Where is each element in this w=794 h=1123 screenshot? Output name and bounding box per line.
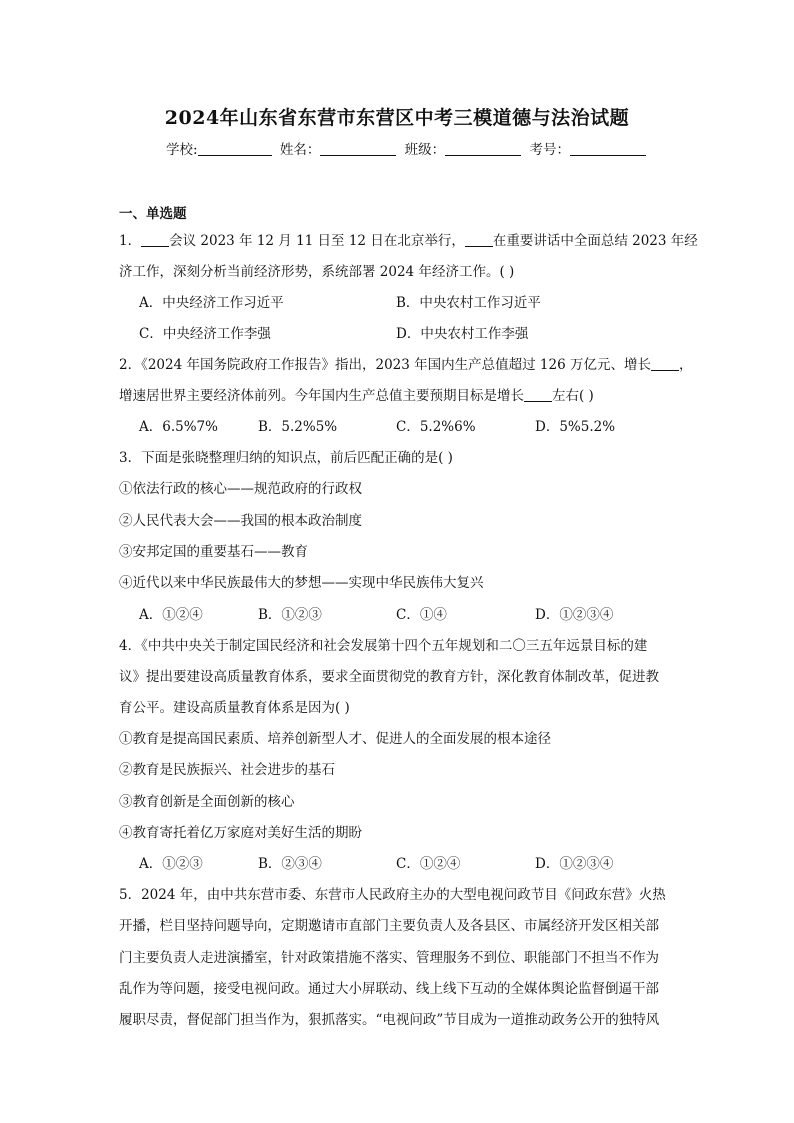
q1-option-a[interactable]: A．中央经济工作习近平: [139, 295, 284, 311]
q2-option-a[interactable]: A．6.5%7%: [139, 419, 218, 435]
section-heading: 一、单选题: [119, 206, 187, 222]
q2-blank-1: [651, 356, 679, 371]
q2-option-c[interactable]: C．5.2%6%: [396, 419, 476, 435]
q3-statement-2: ②人民代表大会——我国的根本政治制度: [119, 513, 362, 529]
q1-option-b[interactable]: B．中央农村工作习近平: [396, 295, 541, 311]
q3-option-d[interactable]: D．①②③④: [535, 607, 614, 623]
q4-statement-1: ①教育是提高国民素质、培养创新型人才、促进人的全面发展的根本途径: [119, 731, 551, 747]
page-title: 2024年山东省东营市东营区中考三模道德与法治试题: [164, 107, 630, 129]
q5-line-1: 5．2024 年，由中共东营市委、东营市人民政府主办的大型电视问政节目《问政东营》火热: [119, 887, 666, 903]
q2-option-b[interactable]: B．5.2%5%: [258, 419, 338, 435]
q3-statement-3: ③安邦定国的重要基石——教育: [119, 544, 308, 560]
q3-option-b[interactable]: B．①②③: [258, 607, 322, 623]
q1-text-1: 会议 2023 年 12 月 11 日至 12 日在北京举行，: [169, 233, 465, 249]
q3-statement-4: ④近代以来中华民族最伟大的梦想——实现中华民族伟大复兴: [119, 575, 484, 591]
q4-option-c[interactable]: C．①②④: [396, 856, 461, 872]
q4-option-b[interactable]: B．②③④: [258, 856, 322, 872]
q2-line-1: [119, 353, 692, 373]
q4-statement-2: ②教育是民族振兴、社会进步的基石: [119, 762, 335, 778]
q2-option-d[interactable]: D．5%5.2%: [535, 419, 616, 435]
q2-text-1: 2．《2024 年国务院政府工作报告》指出，2023 年国内生产总值超过 126 万亿元、增长: [119, 357, 651, 373]
q3-stem: 3．下面是张晓整理归纳的知识点，前后匹配正确的是( ): [119, 450, 453, 466]
q1-option-d[interactable]: D．中央农村工作李强: [396, 326, 529, 342]
name-label: 姓名：: [279, 142, 321, 158]
exam-no-label: 考号：: [529, 142, 570, 158]
exam-no-blank[interactable]: [570, 141, 646, 156]
q5-line-4: 乱作为等问题，接受电视问政。通过大小屏联动、线上线下互动的全媒体舆论监督倒逼干部: [119, 981, 659, 997]
q3-option-c[interactable]: C．①④: [396, 607, 447, 623]
q1-line-1: [119, 229, 698, 249]
class-label: 班级：: [404, 142, 446, 158]
name-blank[interactable]: [320, 141, 396, 156]
q5-line-2: 开播，栏目坚持问题导向，定期邀请市直部门主要负责人及各县区、市属经济开发区相关部: [119, 918, 659, 934]
q1-line-2: 济工作，深刻分析当前经济形势，系统部署 2024 年经济工作。( ): [119, 264, 515, 280]
q2-text-2: ，: [678, 357, 693, 373]
q3-option-a[interactable]: A．①②④: [139, 607, 203, 623]
school-label: 学校:: [166, 142, 198, 158]
q1-text-2: 在重要讲话中全面总结 2023 年经: [492, 233, 698, 249]
q4-option-a[interactable]: A．①②③: [139, 856, 203, 872]
q1-number: 1．: [119, 233, 142, 249]
q2-blank-2: [524, 387, 552, 402]
q2-text-4: 左右( ): [552, 388, 594, 404]
q4-line-1: 4．《中共中央关于制定国民经济和社会发展第十四个五年规划和二〇三五年远景目标的建: [119, 638, 648, 654]
student-info-line: [166, 138, 650, 158]
q4-option-d[interactable]: D．①②③④: [535, 856, 614, 872]
q4-line-3: 育公平。建设高质量教育体系是因为( ): [119, 700, 350, 716]
school-blank[interactable]: [198, 141, 272, 156]
q2-text-3: 增速居世界主要经济体前列。今年国内生产总值主要预期目标是增长: [119, 388, 524, 404]
q2-line-2: [119, 384, 594, 404]
q3-statement-1: ①依法行政的核心——规范政府的行政权: [119, 481, 362, 497]
q1-blank-1: [141, 232, 169, 247]
q4-statement-4: ④教育寄托着亿万家庭对美好生活的期盼: [119, 825, 362, 841]
q5-line-5: 履职尽责，督促部门担当作为，狠抓落实。“电视问政”节目成为一道推动政务公开的独特风: [119, 1012, 660, 1028]
q5-line-3: 门主要负责人走进演播室，针对政策措施不落实、管理服务不到位、职能部门不担当不作为: [119, 950, 659, 966]
q1-blank-2: [465, 232, 493, 247]
class-blank[interactable]: [445, 141, 521, 156]
q4-statement-3: ③教育创新是全面创新的核心: [119, 794, 295, 810]
q4-line-2: 议》提出要建设高质量教育体系，要求全面贯彻党的教育方针，深化教育体制改革，促进教: [119, 669, 659, 685]
q1-option-c[interactable]: C．中央经济工作李强: [139, 326, 271, 342]
